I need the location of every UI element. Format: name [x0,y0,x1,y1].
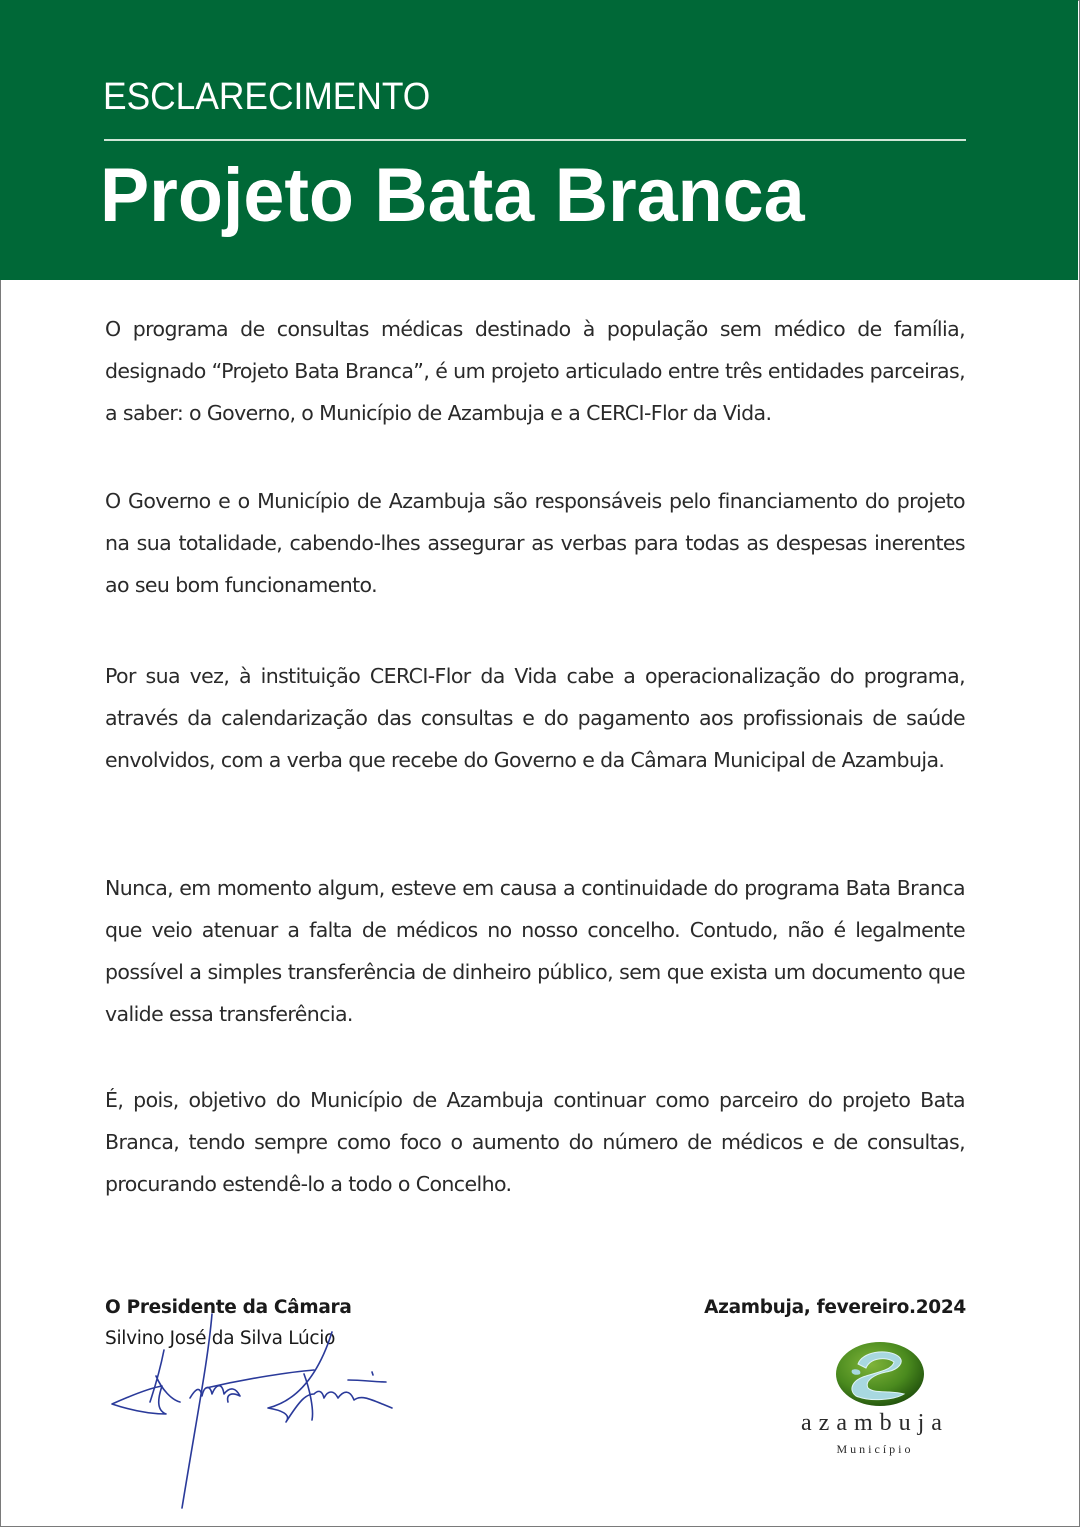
paragraph-4: Nunca, em momento algum, esteve em causa a continuidade do programa Bata Branca que veio atenuar a falta de médicos no nosso concelho. Contudo, não é legalmente possível a simples transferência de dinheiro público, sem que exista um documento que valide essa transferência. [105,876,965,1026]
paragraph-1: O programa de consultas médicas destinado à população sem médico de família, designado “Projeto Bata Branca”, é um projeto articulado entre três entidades parceiras, a saber: o Governo, o Município de Azambuja e a CERCI-Flor da Vida. [105,317,965,425]
paragraph-2: O Governo e o Município de Azambuja são responsáveis pelo financiamento do projeto na sua totalidade, cabendo-lhes assegurar as verbas para todas as despesas inerentes ao seu bom funcionamento. [105,489,965,597]
handwritten-signature [100,1310,420,1510]
header-banner [0,0,1078,280]
logo-subtitle: Município [836,1442,914,1456]
signatory-title: O Presidente da Câmara [105,1297,352,1318]
place-date: Azambuja, fevereiro.2024 [704,1297,966,1318]
paragraph-3: Por sua vez, à instituição CERCI-Flor da Vida cabe a operacionalização do programa, através da calendarização das consultas e do pagamento aos profissionais de saúde envolvidos, com a verba que recebe do Governo e da Câmara Municipal de Azambuja. [105,664,965,772]
header-kicker: ESCLARECIMENTO [103,76,431,118]
header-divider [104,139,966,141]
page-title: Projeto Bata Branca [100,153,805,238]
paragraph-5: É, pois, objetivo do Município de Azambuja continuar como parceiro do projeto Bata Branca, tendo sempre como foco o aumento do número de médicos e de consultas, procurando estendê-lo a todo o Concelho. [105,1088,965,1196]
logo-wordmark: azambuja [801,1410,949,1436]
signatory-name: Silvino José da Silva Lúcio [105,1328,336,1349]
